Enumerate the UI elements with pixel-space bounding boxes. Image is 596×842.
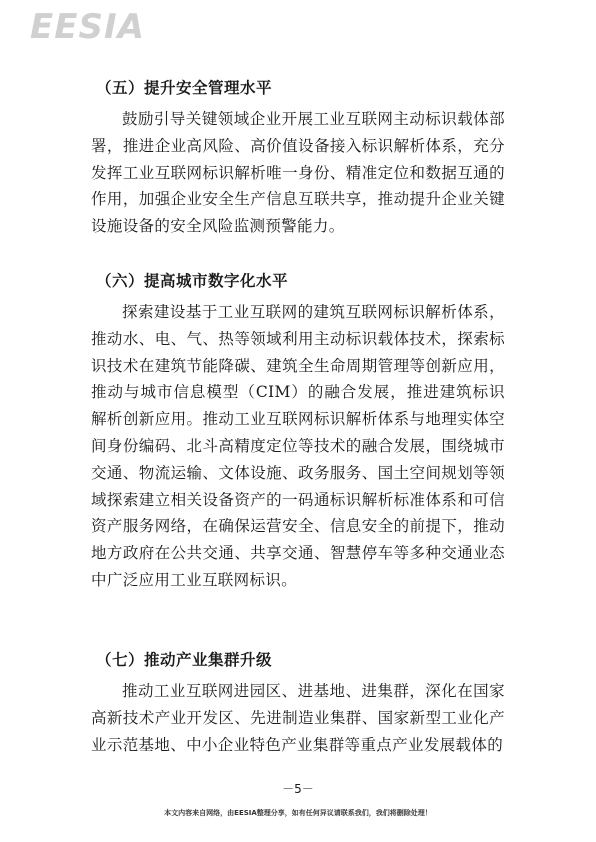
section-paragraph-6: 探索建设基于工业互联网的建筑互联网标识解析体系，推动水、电、气、热等领域利用主动标识载体技术，探索标识技术在建筑节能降碳、建筑全生命周期管理等创新应用，推动与城市信息模型（CIM）的融合发展，推进建筑标识解析创新应用。推动工业互联网标识解析体系与地理实体空间身份编码、北斗高精度定位等技术的融合发展，围绕城市交通、物流运输、文体设施、政务服务、国土空间规划等领域探索建立相关设备资产的一码通标识解析标准体系和可信资产服务网络，在确保运营安全、信息安全的前提下，推动地方政府在公共交通、共享交通、智慧停车等多种交通业态中广泛应用工业互联网标识。 xyxy=(91,303,505,589)
section-heading-6: （六）提高城市数字化水平 xyxy=(96,271,289,290)
page-number: －5－ xyxy=(282,782,314,796)
footer-disclaimer: 本文内容来自网络，由EESIA整理分享，如有任何异议请联系我们，我们将删除处理！ xyxy=(164,809,432,817)
section-paragraph-7: 推动工业互联网进园区、进基地、进集群，深化在国家高新技术产业开发区、先进制造业集群、国家新型工业化产业示范基地、中小企业特色产业集群等重点产业发展载体的 xyxy=(91,682,505,754)
eesia-logo: EESIA xyxy=(30,7,145,47)
section-heading-5: （五）提升安全管理水平 xyxy=(96,78,273,97)
section-heading-7: （七）推动产业集群升级 xyxy=(96,650,273,669)
section-paragraph-5: 鼓励引导关键领域企业开展工业互联网主动标识载体部署，推进企业高风险、高价值设备接入标识解析体系，充分发挥工业互联网标识解析唯一身份、精准定位和数据互通的作用，加强企业安全生产信息互联共享，推动提升企业关键设施设备的安全风险监测预警能力。 xyxy=(91,110,505,236)
